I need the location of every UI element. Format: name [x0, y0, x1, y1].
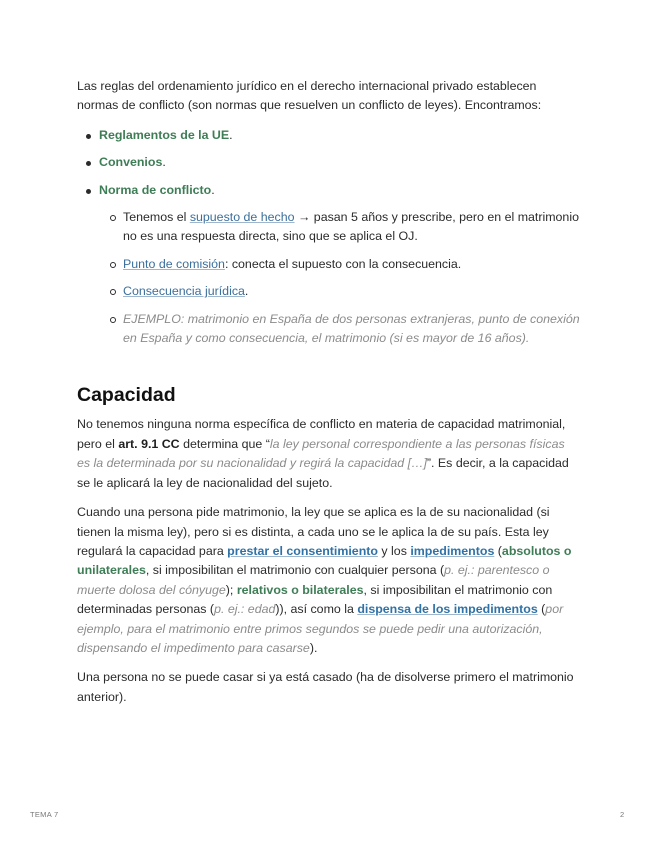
relativos-label: relativos o bilaterales: [236, 582, 364, 597]
period: .: [211, 182, 215, 197]
text: No tenemos ninguna norma específica de conflicto en materia de capacidad matrimonial, pero el: [77, 417, 566, 451]
page-number: 2: [620, 810, 625, 819]
period: .: [162, 155, 166, 170]
sub-list-item: [123, 282, 580, 301]
text: (: [537, 602, 546, 617]
text: → pasan 5 años y prescribe, pero en el matrimonio no es una respuesta directa, sino que se aplica el OJ.: [123, 210, 579, 244]
text: );: [225, 582, 237, 597]
capacidad-paragraph-1: [77, 415, 580, 493]
absolutos-label: absolutos o unilaterales: [77, 543, 572, 578]
list-item: [99, 126, 580, 145]
sub-list-item: [123, 208, 580, 247]
sub-list: [99, 208, 580, 348]
list-item-label: Norma de conflicto: [99, 182, 212, 197]
example-text: p. ej.: edad: [214, 602, 276, 617]
supuesto-de-hecho-link[interactable]: supuesto de hecho: [189, 210, 295, 225]
text: ”. Es decir, a la capacidad se le aplicará la ley de nacionalidad del sujeto.: [77, 456, 569, 490]
text: : conecta el supuesto con la consecuencia.: [224, 256, 462, 271]
prestar-consentimiento-link[interactable]: prestar el consentimiento: [227, 543, 378, 558]
conflict-rules-list: [77, 126, 580, 349]
text: ).: [309, 640, 318, 655]
text: Tenemos el: [123, 210, 190, 225]
quote-text: la ley personal correspondiente a las personas físicas es la determinada por su nacionalidad y regirá la capacidad […]: [77, 436, 565, 471]
punto-de-comision-link[interactable]: Punto de comisión: [123, 256, 225, 271]
example-text: p. ej.: parentesco o muerte dolosa del cónyuge: [77, 563, 550, 597]
sub-list-item: [123, 310, 580, 349]
text: , si imposibilitan el matrimonio con determinadas personas (: [77, 582, 553, 617]
text: Cuando una persona pide matrimonio, la ley que se aplica es la de su nacionalidad (si tienen la misma ley), pero si es distinta, a cada uno se le aplica la de su país. Esta ley regulará la capacidad para: [77, 505, 550, 558]
dispensa-impedimentos-link[interactable]: dispensa de los impedimentos: [357, 602, 538, 617]
text: , si imposibilitan el matrimonio con cualquier persona (: [145, 563, 445, 578]
consecuencia-juridica-link[interactable]: Consecuencia jurídica: [123, 284, 245, 299]
intro-paragraph: Las reglas del ordenamiento jurídico en el derecho internacional privado establecen normas de conflicto (son normas que resuelven un conflicto de leyes). Encontramos:: [77, 79, 542, 113]
section-heading: Capacidad: [77, 384, 176, 407]
list-item-label: Convenios: [99, 155, 163, 170]
list-item: [99, 181, 580, 349]
text: determina que “: [179, 436, 270, 451]
sub-list-item: [123, 255, 580, 274]
article-reference: art. 9.1 CC: [118, 436, 180, 451]
text: (: [494, 543, 502, 558]
list-item-label: Reglamentos de la UE: [99, 127, 230, 142]
impedimentos-link[interactable]: impedimentos: [410, 543, 495, 558]
period: .: [229, 127, 233, 142]
capacidad-paragraph-2: [77, 503, 580, 658]
capacidad-paragraph-3: Una persona no se puede casar si ya está casado (ha de disolverse primero el matrimonio anterior).: [77, 670, 574, 704]
example-text: por ejemplo, para el matrimonio entre primos segundos se puede pedir una autorización, dispensando el impedimento para casarse: [77, 602, 564, 655]
example-text: EJEMPLO: matrimonio en España de dos personas extranjeras, punto de conexión en España y como consecuencia, el matrimonio (si es mayor de 16 años).: [123, 311, 580, 346]
text: .: [244, 284, 249, 299]
page-content: [77, 77, 580, 717]
list-item: [99, 153, 580, 172]
text: y los: [377, 543, 411, 558]
footer-chapter: TEMA 7: [30, 810, 59, 819]
text: )), así como la: [275, 602, 358, 617]
